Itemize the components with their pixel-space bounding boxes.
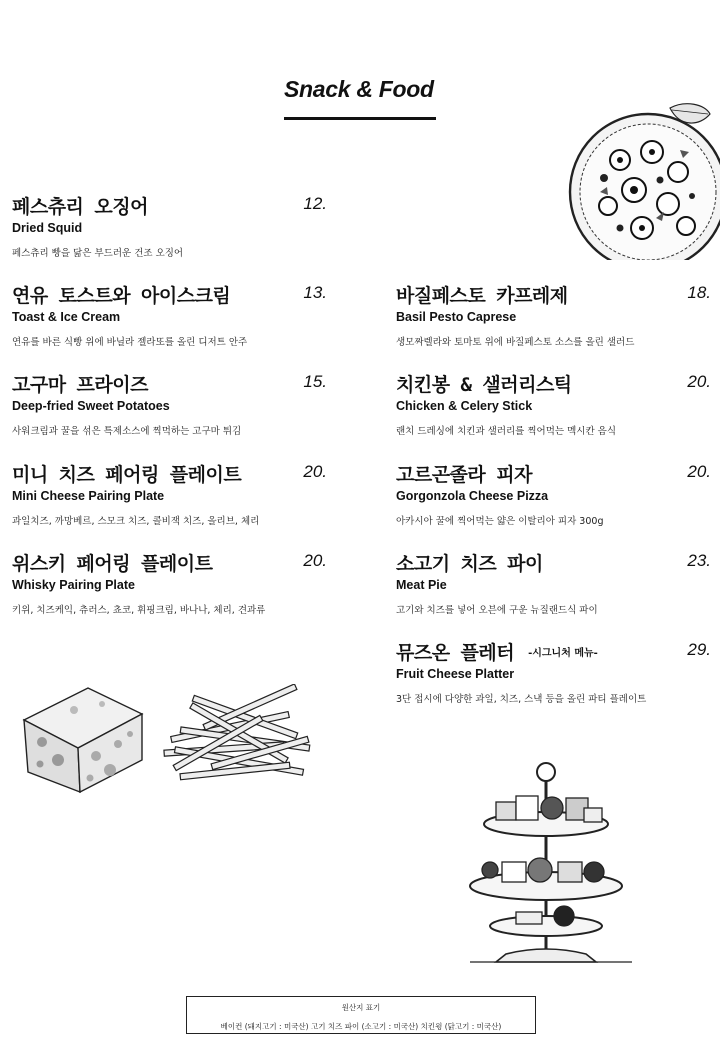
item-english-name: Dried Squid xyxy=(12,221,83,235)
item-korean-name: 연유 토스트와 아이스크림 xyxy=(12,285,231,307)
item-english-name: Chicken & Celery Stick xyxy=(396,399,533,413)
item-description: 페스츄리 빵을 닮은 부드러운 건조 오징어 xyxy=(12,248,184,259)
item-description: 사워크림과 꿀을 섞은 특제소스에 찍먹하는 고구마 튀김 xyxy=(12,426,242,437)
origin-notice xyxy=(186,996,536,1034)
item-english-name: Deep-fried Sweet Potatoes xyxy=(12,399,170,413)
item-korean-name: 페스츄리 오징어 xyxy=(12,196,148,218)
item-description: 연유를 바른 식빵 위에 바닐라 젤라또를 올린 디저트 안주 xyxy=(12,337,248,348)
item-price: 13. xyxy=(303,283,327,302)
item-price: 23. xyxy=(687,551,711,570)
item-description: 아카시아 꿀에 찍어먹는 얇은 이탈리아 피자 300g xyxy=(396,516,604,527)
item-korean-name: 미니 치즈 페어링 플레이트 xyxy=(12,464,242,486)
item-korean-name: 소고기 치즈 파이 xyxy=(396,553,543,575)
item-description: 키위, 치즈케익, 츄러스, 쵸코, 휘핑크림, 바나나, 체리, 견과류 xyxy=(12,605,266,616)
item-description: 과일치즈, 까망베르, 스모크 치즈, 콜비잭 치즈, 올리브, 체리 xyxy=(12,516,260,527)
origin-title: 원산지 표기 xyxy=(341,1003,381,1012)
item-description: 랜치 드레싱에 치킨과 샐러리를 찍어먹는 멕시칸 음식 xyxy=(396,426,617,437)
item-english-name: Toast & Ice Cream xyxy=(12,310,121,324)
item-korean-name: 바질페스토 카프레제 xyxy=(396,285,568,307)
item-english-name: Fruit Cheese Platter xyxy=(396,667,515,681)
item-price: 15. xyxy=(303,372,327,391)
item-korean-name xyxy=(396,638,598,665)
fries-illustration xyxy=(160,684,320,784)
item-price: 20. xyxy=(687,372,711,391)
item-korean-name: 고구마 프라이즈 xyxy=(12,374,148,396)
item-price: 20. xyxy=(303,462,327,481)
item-korean-name: 위스키 페어링 플레이트 xyxy=(12,553,213,575)
item-korean-name: 고르곤졸라 피자 xyxy=(396,464,532,486)
item-price: 29. xyxy=(687,640,711,659)
item-description: 3단 접시에 다양한 과일, 치즈, 스낵 등을 올린 파티 플레이트 xyxy=(396,694,647,705)
signature-badge: -시그니처 메뉴- xyxy=(528,648,598,659)
item-price: 12. xyxy=(303,194,327,213)
item-korean-name: 치킨봉 & 샐러리스틱 xyxy=(396,374,572,396)
pizza-illustration xyxy=(560,100,720,260)
item-english-name: Mini Cheese Pairing Plate xyxy=(12,489,165,503)
item-description: 생모짜렐라와 토마토 위에 바질페스토 소스를 올린 샐러드 xyxy=(396,337,635,348)
tiered-platter-illustration xyxy=(466,758,636,978)
item-english-name: Meat Pie xyxy=(396,578,447,592)
title-underline xyxy=(284,117,436,120)
menu-title: Snack & Food xyxy=(284,76,434,102)
item-description: 고기와 치즈를 넣어 오븐에 구운 뉴질랜드식 파이 xyxy=(396,605,598,616)
cheese-illustration xyxy=(18,680,148,800)
item-korean-name-text: 뮤즈온 플레터 xyxy=(396,642,515,664)
item-english-name: Gorgonzola Cheese Pizza xyxy=(396,489,549,503)
item-english-name: Basil Pesto Caprese xyxy=(396,310,517,324)
item-price: 20. xyxy=(303,551,327,570)
item-price: 20. xyxy=(687,462,711,481)
item-english-name: Whisky Pairing Plate xyxy=(12,578,135,592)
origin-text: 베이컨 (돼지고기 : 미국산) 고기 치즈 파이 (소고기 : 미국산) 치킨윙 (닭고기 : 미국산) xyxy=(220,1022,502,1031)
item-price: 18. xyxy=(687,283,711,302)
